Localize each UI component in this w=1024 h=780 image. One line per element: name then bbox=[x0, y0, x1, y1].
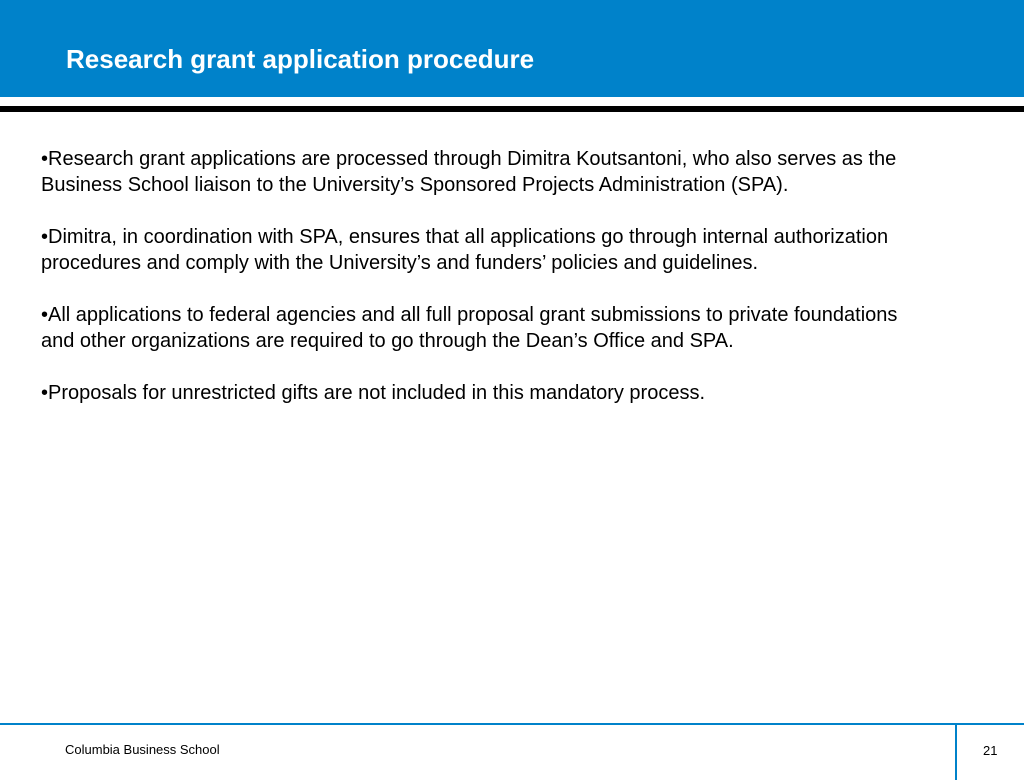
page-number: 21 bbox=[983, 743, 998, 758]
bullet-text: Research grant applications are processed through Dimitra Koutsantoni, who also serves as the Business School liaison to the University’s Sponsored Projects Administration (SPA). bbox=[41, 148, 897, 196]
bullet-icon: • bbox=[41, 148, 49, 170]
bullet-icon: • bbox=[41, 382, 49, 404]
footer-rule bbox=[0, 723, 1024, 725]
bullet-icon: • bbox=[41, 226, 49, 248]
footer-organization: Columbia Business School bbox=[65, 742, 220, 757]
bullet-text: Proposals for unrestricted gifts are not included in this mandatory process. bbox=[48, 382, 706, 404]
bullet-icon: • bbox=[41, 304, 49, 326]
header-divider bbox=[0, 106, 1024, 112]
bullet-item bbox=[41, 224, 921, 276]
bullet-text: All applications to federal agencies and all full proposal grant submissions to private foundations and other organizations are required to go through the Dean’s Office and SPA. bbox=[41, 304, 898, 352]
bullet-list bbox=[41, 146, 921, 432]
footer-divider bbox=[955, 725, 957, 780]
slide-title: Research grant application procedure bbox=[66, 44, 535, 74]
bullet-item bbox=[41, 302, 921, 354]
bullet-text: Dimitra, in coordination with SPA, ensures that all applications go through internal authorization procedures and comply with the University’s and funders’ policies and guidelines. bbox=[41, 226, 889, 274]
bullet-item bbox=[41, 380, 921, 406]
bullet-item bbox=[41, 146, 921, 198]
